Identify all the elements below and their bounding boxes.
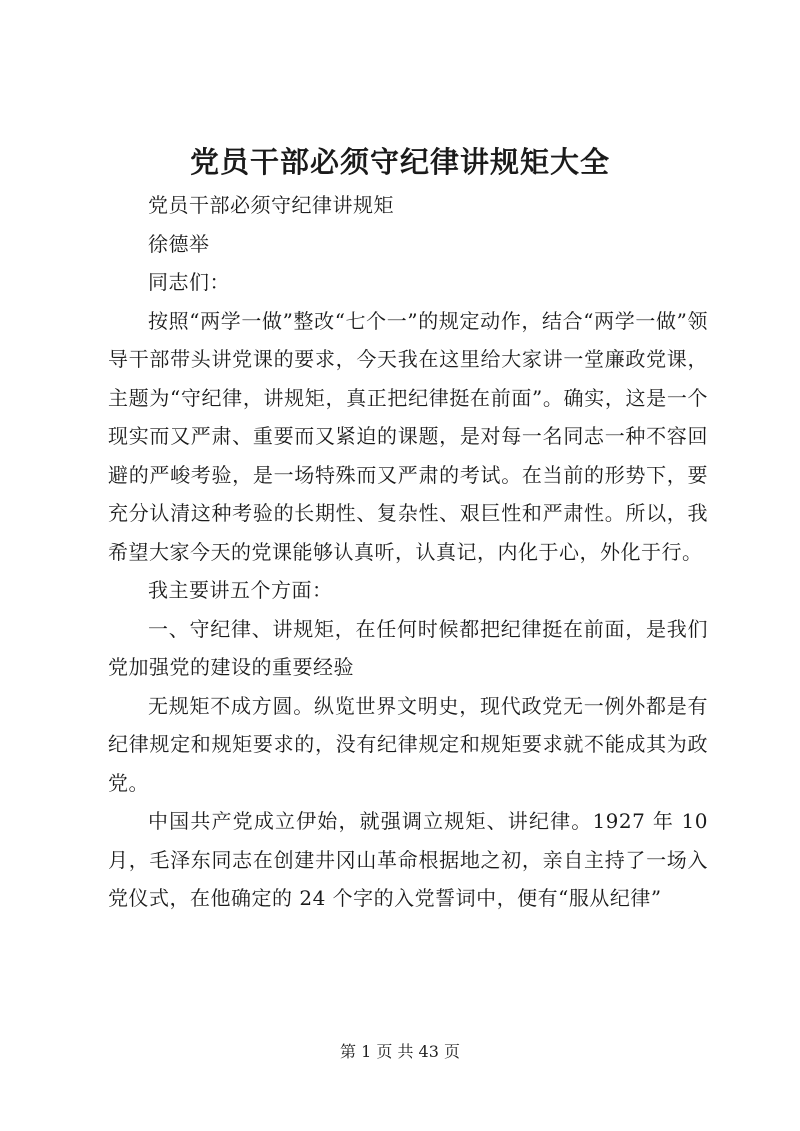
paragraph-intro: 按照“两学一做”整改“七个一”的规定动作，结合“两学一做”领导干部带头讲党课的要求，今天我在这里给大家讲一堂廉政党课，主题为“守纪律，讲规矩，真正把纪律挺在前面”。确实，这是一个现实而又严肃、重要而又紧迫的课题，是对每一名同志一种不容回避的严峻考验，是一场特殊而又严肃的考试。在当前的形势下，要充分认清这种考验的长期性、复杂性、艰巨性和严肃性。所以，我希望大家今天的党课能够认真听，认真记，内化于心，外化于行。 <box>108 308 708 564</box>
paragraph-outline: 我主要讲五个方面： <box>148 578 333 602</box>
paragraph-subtitle: 党员干部必须守纪律讲规矩 <box>148 193 394 217</box>
document-body <box>108 186 708 918</box>
paragraph-author: 徐德举 <box>148 231 210 256</box>
section-heading-1: 一、守纪律、讲规矩，在任何时候都把纪律挺在前面，是我们党加强党的建设的重要经验 <box>108 616 708 679</box>
document-title: 党员干部必须守纪律讲规矩大全 <box>189 145 610 179</box>
page-footer: 第 1 页 共 43 页 <box>340 1042 460 1061</box>
paragraph-history: 中国共产党成立伊始，就强调立规矩、讲纪律。1927 年 10 月，毛泽东同志在创建井冈山革命根据地之初，亲自主持了一场入党仪式，在他确定的 24 个字的入党誓词中，便有“服从纪律” <box>108 809 708 910</box>
paragraph-rules: 无规矩不成方圆。纵览世界文明史，现代政党无一例外都是有纪律规定和规矩要求的，没有纪律规定和规矩要求就不能成其为政党。 <box>108 693 708 795</box>
paragraph-salutation: 同志们： <box>148 270 230 294</box>
